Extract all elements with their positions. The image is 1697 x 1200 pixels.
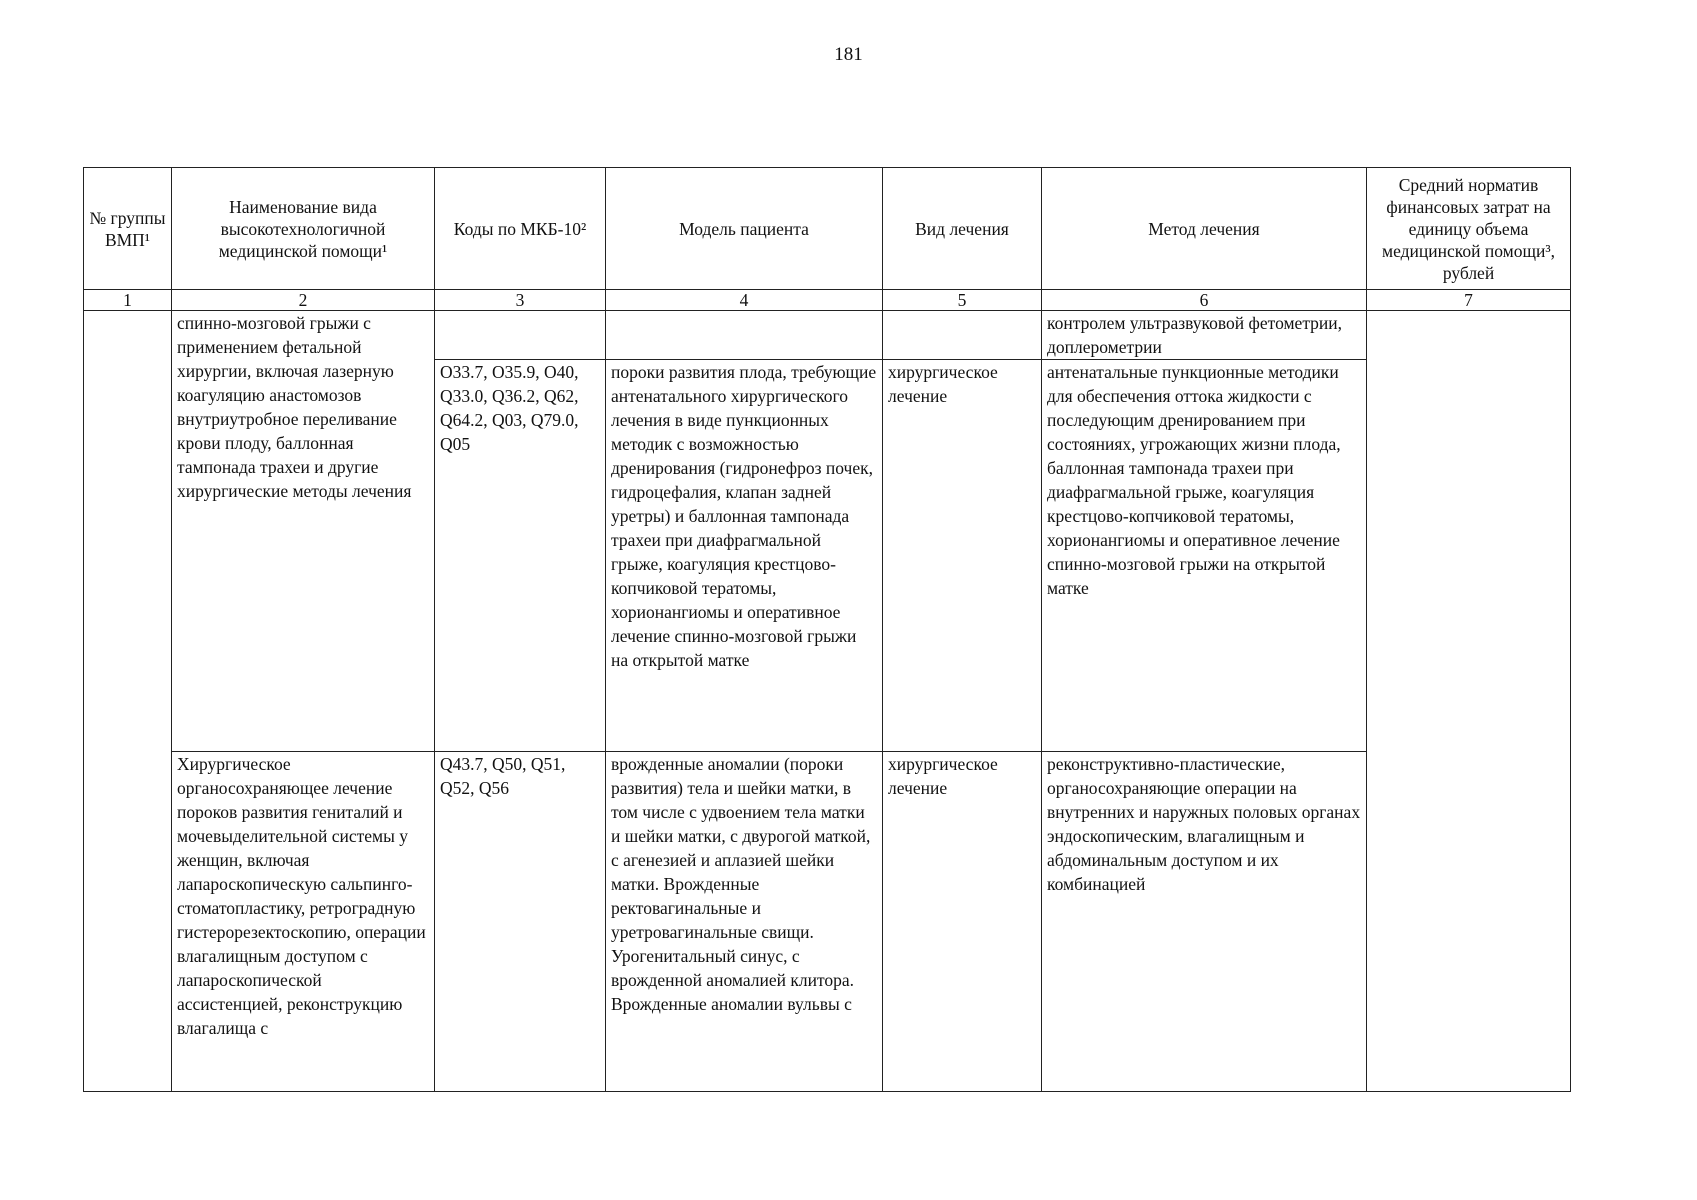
- column-number: 5: [883, 290, 1042, 311]
- header-treatment-type: Вид лечения: [883, 168, 1042, 290]
- treatment-type-cell: хирургическое лечение: [883, 360, 1042, 752]
- header-care-type-name: Наименование вида высокотехнологичной медицинской помощи¹: [172, 168, 435, 290]
- header-group-number: № группы ВМП¹: [84, 168, 172, 290]
- column-number: 7: [1367, 290, 1571, 311]
- icd10-codes-cell: [435, 311, 606, 360]
- treatment-method-cell: контролем ультразвуковой фетометрии, доплерометрии: [1042, 311, 1367, 360]
- column-number: 3: [435, 290, 606, 311]
- header-treatment-method: Метод лечения: [1042, 168, 1367, 290]
- table-row: [84, 752, 1571, 1092]
- treatment-method-cell: антенатальные пункционные методики для обеспечения оттока жидкости с последующим дренированием при состояниях, угрожающих жизни плода, баллонная тампонада трахеи при диафрагмальной грыже, коагуляция крестцово-копчиковой тератомы, хорионангиомы и оперативное лечение спинно-мозговой грыжи на открытой матке: [1042, 360, 1367, 752]
- care-type-name-cell: спинно-мозговой грыжи с применением фетальной хирургии, включая лазерную коагуляцию анастомозов внутриутробное переливание крови плоду, баллонная тампонада трахеи и другие хирургические методы лечения: [172, 311, 435, 752]
- care-type-name-cell: Хирургическое органосохраняющее лечение пороков развития гениталий и мочевыделительной системы у женщин, включая лапароскопическую сальпинго-стоматопластику, ретроградную гистерорезектоскопию, операции влагалищным доступом с лапароскопической ассистенцией, реконструкцию влагалища с: [172, 752, 435, 1092]
- patient-model-cell: врожденные аномалии (пороки развития) тела и шейки матки, в том числе с удвоением тела матки и шейки матки, с двурогой маткой, с агенезией и аплазией шейки матки. Врожденные ректовагинальные и уретровагинальные свищи. Урогенитальный синус, с врожденной аномалией клитора. Врожденные аномалии вульвы с: [606, 752, 883, 1092]
- header-patient-model: Модель пациента: [606, 168, 883, 290]
- treatment-type-cell: [883, 311, 1042, 360]
- treatment-method-cell: реконструктивно-пластические, органосохраняющие операции на внутренних и наружных половых органах эндоскопическим, влагалищным и абдоминальным доступом и их комбинацией: [1042, 752, 1367, 1092]
- vmp-table: [83, 167, 1571, 1092]
- icd10-codes-cell: Q43.7, Q50, Q51, Q52, Q56: [435, 752, 606, 1092]
- column-number: 1: [84, 290, 172, 311]
- patient-model-cell: пороки развития плода, требующие антенатального хирургического лечения в виде пункционных методик с возможностью дренирования (гидронефроз почек, гидроцефалия, клапан задней уретры) и баллонная тампонада трахеи при диафрагмальной грыже, коагуляция крестцово-копчиковой тератомы, хорионангиомы и оперативное лечение спинно-мозговой грыжи на открытой матке: [606, 360, 883, 752]
- cost-standard-cell: [1367, 311, 1571, 1092]
- column-number: 2: [172, 290, 435, 311]
- group-number-cell: [84, 311, 172, 1092]
- header-row: [84, 168, 1571, 290]
- icd10-codes-cell: O33.7, O35.9, O40, Q33.0, Q36.2, Q62, Q64.2, Q03, Q79.0, Q05: [435, 360, 606, 752]
- column-number: 4: [606, 290, 883, 311]
- treatment-type-cell: хирургическое лечение: [883, 752, 1042, 1092]
- page-number: 181: [834, 44, 863, 65]
- table-row: [84, 311, 1571, 360]
- column-number-row: [84, 290, 1571, 311]
- header-cost-standard: Средний норматив финансовых затрат на единицу объема медицинской помощи³, рублей: [1367, 168, 1571, 290]
- column-number: 6: [1042, 290, 1367, 311]
- header-icd10-codes: Коды по МКБ-10²: [435, 168, 606, 290]
- patient-model-cell: [606, 311, 883, 360]
